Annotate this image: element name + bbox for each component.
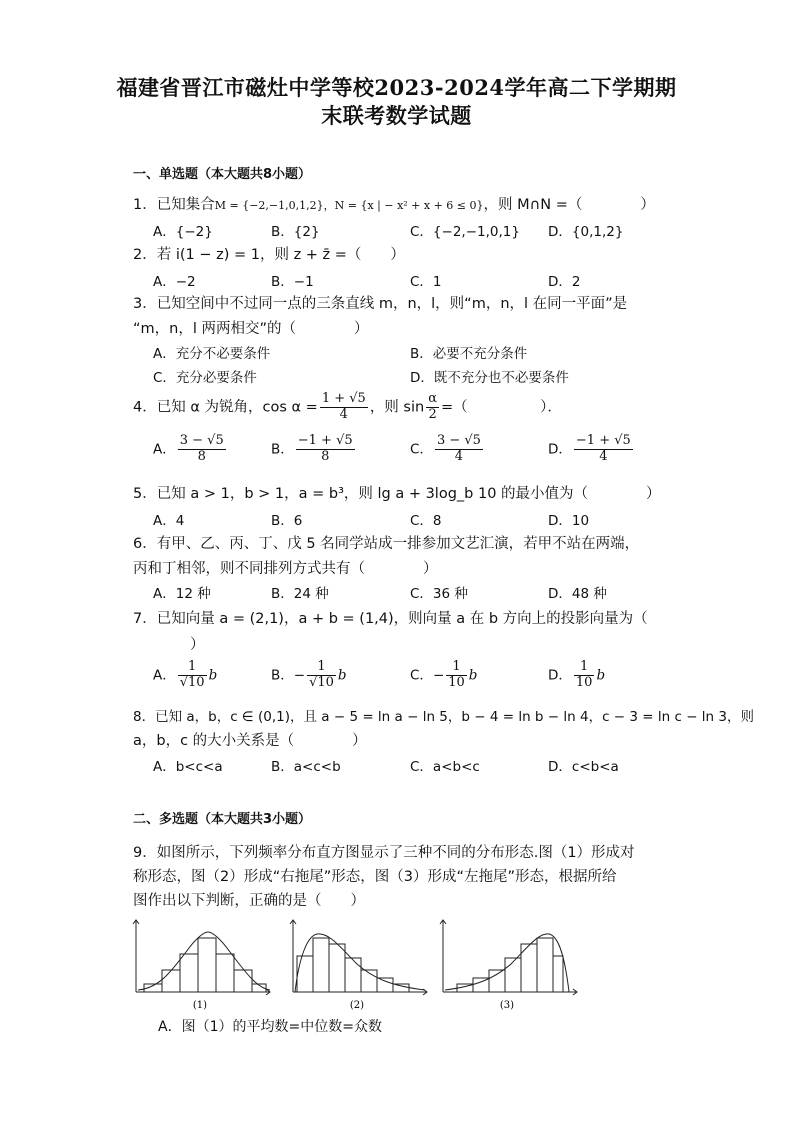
q2-option-c: C．1 bbox=[410, 274, 442, 290]
q3-option-d: D．既不充分也不必要条件 bbox=[410, 370, 569, 386]
q4-option-c: C． $\frac{3 - √5}{4}$ bbox=[410, 433, 481, 464]
q4-suffix: =（ ）． bbox=[440, 399, 562, 416]
q4-cos-fraction: $\frac{1 + √5}{4}$ bbox=[321, 391, 366, 422]
q7-option-d: D． $\frac{1}{10}$ b bbox=[548, 659, 606, 690]
q2-option-b: B．−1 bbox=[271, 274, 314, 290]
q5-option-a: A．4 bbox=[153, 513, 185, 529]
q1-option-d: D．{0,1,2} bbox=[548, 224, 624, 240]
q4-option-d: D． $\frac{-1 + √5}{4}$ bbox=[548, 433, 631, 464]
question-9-line2: 称形态，图（2）形成“右拖尾”形态，图（3）形成“左拖尾”形态，根据所给 bbox=[133, 869, 617, 885]
question-8-line1: 8．已知 a，b，c ∈ (0,1)，且 a − 5 = ln a − ln 5，b − 4 = ln b − ln 4，c − 3 = ln c − ln 3，则 bbox=[133, 709, 754, 725]
q5-option-b: B．6 bbox=[271, 513, 303, 529]
q3-option-a: A．充分不必要条件 bbox=[153, 346, 271, 362]
q3-option-c: C．充分必要条件 bbox=[153, 370, 257, 386]
q1-set-n: ，N = {x | − x² + x + 6 ≤ 0} bbox=[323, 199, 484, 212]
q1-option-c: C．{−2,−1,0,1} bbox=[410, 224, 520, 240]
question-8-line2: a，b，c 的大小关系是（ ） bbox=[133, 733, 367, 749]
question-1 bbox=[133, 193, 655, 214]
q4-sin-fraction: $\frac{\alpha}{2}$ bbox=[428, 391, 437, 422]
q1-suffix: ，则 M∩N =（ ） bbox=[483, 197, 655, 213]
q8-option-d: D．c<b<a bbox=[548, 759, 619, 775]
q6-option-b: B．24 种 bbox=[271, 586, 329, 602]
q4-option-b: B． $\frac{-1 + √5}{8}$ bbox=[271, 433, 353, 464]
question-3-line2: “m，n，l 两两相交”的（ ） bbox=[133, 321, 369, 337]
question-2: 2．若 i(1 − z) = 1，则 z + z̄ =（ ） bbox=[133, 247, 405, 263]
q8-option-a: A．b<c<a bbox=[153, 759, 223, 775]
question-9-line3: 图作出以下判断，正确的是（ ） bbox=[133, 893, 365, 909]
q2-option-a: A．−2 bbox=[153, 274, 196, 290]
question-5: 5．已知 a > 1，b > 1，a = b³，则 lg a + 3log_b 10 的最小值为（ ） bbox=[133, 486, 661, 502]
q4-mid: ，则 sin bbox=[369, 399, 425, 416]
q5-option-d: D．10 bbox=[548, 513, 590, 529]
q6-option-d: D．48 种 bbox=[548, 586, 607, 602]
q1-option-b: B．{2} bbox=[271, 224, 320, 240]
q4-prefix: 4．已知 α 为锐角，cos α = bbox=[133, 399, 318, 416]
figure-1-label: (1) bbox=[192, 1000, 208, 1011]
q7-option-c: C．− $\frac{1}{10}$ b bbox=[410, 659, 478, 690]
question-3-line1: 3．已知空间中不过同一点的三条直线 m，n，l，则“m，n，l 在同一平面”是 bbox=[133, 296, 628, 312]
q4-option-a: A． $\frac{3 - √5}{8}$ bbox=[153, 433, 224, 464]
q8-option-b: B．a<c<b bbox=[271, 759, 341, 775]
q6-option-c: C．36 种 bbox=[410, 586, 468, 602]
q9-option-a: A．图（1）的平均数=中位数=众数 bbox=[158, 1019, 382, 1035]
exam-title-line2: 末联考数学试题 bbox=[321, 103, 472, 128]
q5-option-c: C．8 bbox=[410, 513, 442, 529]
figure-3-label: (3) bbox=[499, 1000, 515, 1011]
figure-2-label: (2) bbox=[349, 1000, 365, 1011]
q6-option-a: A．12 种 bbox=[153, 586, 211, 602]
q7-option-a: A． $\frac{1}{√10}$ b bbox=[153, 659, 218, 690]
q1-prefix: 1．已知集合 bbox=[133, 197, 215, 213]
q2-option-d: D．2 bbox=[548, 274, 581, 290]
q7-option-b: B．− $\frac{1}{√10}$ b bbox=[271, 659, 347, 690]
question-9-line1: 9．如图所示，下列频率分布直方图显示了三种不同的分布形态.图（1）形成对 bbox=[133, 845, 635, 861]
question-6-line1: 6．有甲、乙、丙、丁、戊 5 名同学站成一排参加文艺汇演，若甲不站在两端， bbox=[133, 536, 640, 552]
question-4 bbox=[133, 392, 562, 423]
q1-set-m: M = {−2,−1,0,1,2} bbox=[214, 199, 324, 212]
q3-option-b: B．必要不充分条件 bbox=[410, 346, 528, 362]
histogram-figure-1 bbox=[130, 918, 275, 1013]
question-6-line2: 丙和丁相邻，则不同排列方式共有（ ） bbox=[133, 561, 438, 577]
section-multiple-choice: 二、多选题（本大题共3小题） bbox=[133, 812, 312, 827]
q1-option-a: A．{−2} bbox=[153, 224, 213, 240]
histogram-figure-2 bbox=[287, 918, 432, 1013]
question-7-line1: 7．已知向量 a = (2,1)，a + b = (1,4)，则向量 a 在 b 方向上的投影向量为（ bbox=[133, 611, 648, 627]
question-7-line2: ） bbox=[190, 637, 205, 653]
histogram-figure-3 bbox=[437, 918, 582, 1013]
exam-title-line1: 福建省晋江市磁灶中学等校2023-2024学年高二下学期期 bbox=[116, 75, 677, 100]
section-single-choice: 一、单选题（本大题共8小题） bbox=[133, 167, 312, 182]
q8-option-c: C．a<b<c bbox=[410, 759, 480, 775]
